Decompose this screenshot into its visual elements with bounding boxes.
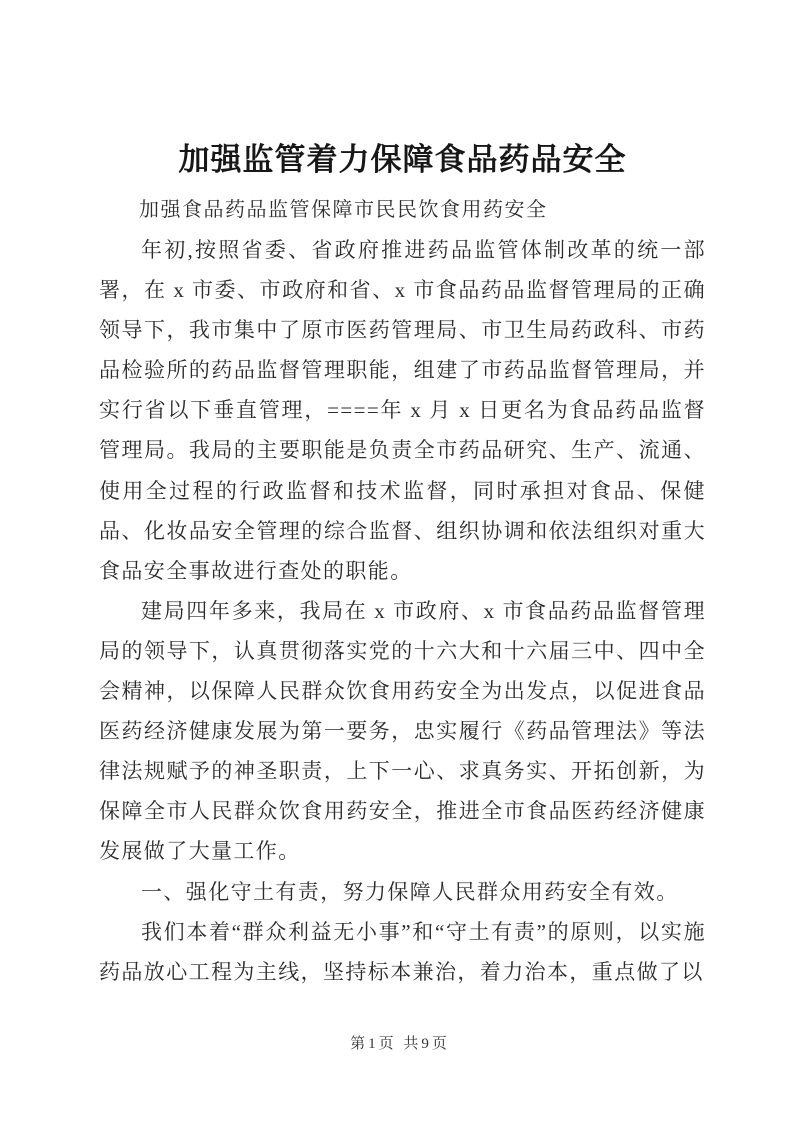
section-heading-one: 一、强化守土有责，努力保障人民群众用药安全有效。 xyxy=(141,879,679,904)
page-number-footer: 第1页 共9页 xyxy=(350,1036,450,1052)
document-content xyxy=(99,138,706,992)
paragraph-intro: 年初,按照省委、省政府推进药品监管体制改革的统一部署，在 x 市委、市政府和省、x 市食品药品监督管理局的正确领导下，我市集中了原市医药管理局、市卫生局药政科、市药品检验所的药品监督管理职能，组建了市药品监督管理局，并实行省以下垂直管理，====年 x 月 x 日更名为食品药品监督管理局。我局的主要职能是负责全市药品研究、生产、流通、使用全过程的行政监督和技术监督，同时承担对食品、保健品、化妆品安全管理的综合监督、组织协调和依法组织对重大食品安全事故进行查处的职能。 xyxy=(99,238,706,583)
paragraph-section-body: 我们本着“群众利益无小事”和“守土有责”的原则，以实施药品放心工程为主线，坚持标本兼治，着力治本，重点做了以 xyxy=(99,919,706,984)
paragraph-history: 建局四年多来，我局在 x 市政府、x 市食品药品监督管理局的领导下，认真贯彻落实党的十六大和十六届三中、四中全会精神，以保障人民群众饮食用药安全为出发点，以促进食品医药经济健康发展为第一要务，忠实履行《药品管理法》等法律法规赋予的神圣职责，上下一心、求真务实、开拓创新，为保障全市人民群众饮食用药安全，推进全市食品医药经济健康发展做了大量工作。 xyxy=(99,598,706,864)
document-subtitle: 加强食品药品监管保障市民民饮食用药安全 xyxy=(139,199,548,221)
document-title: 加强监管着力保障食品药品安全 xyxy=(178,142,627,177)
